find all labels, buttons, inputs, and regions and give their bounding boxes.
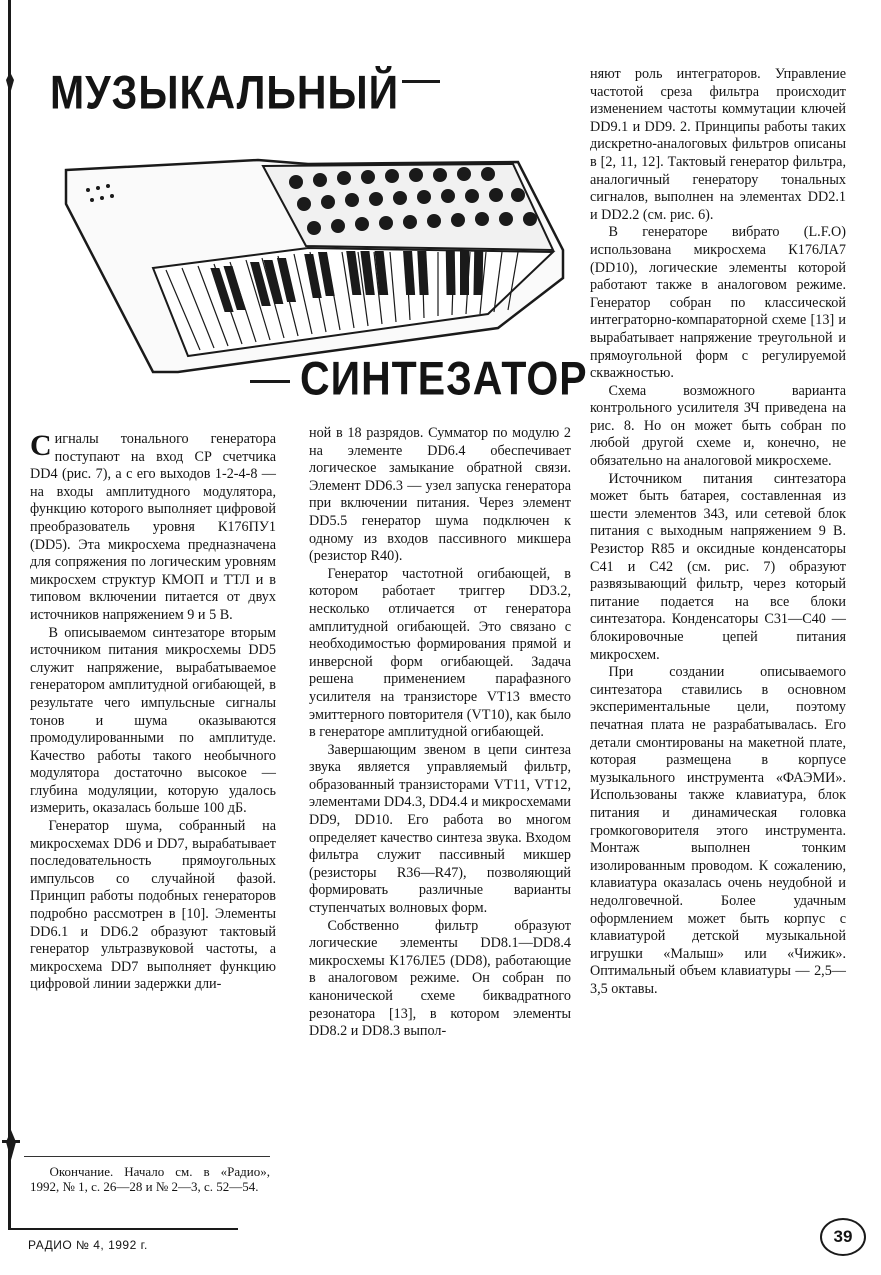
margin-ornament-icon	[0, 1128, 22, 1162]
article-title-first-word: МУЗЫКАЛЬНЫЙ	[50, 66, 400, 119]
bottom-rule	[8, 1228, 238, 1230]
paragraph: Генератор шума, собранный на микросхемах DD6 и DD7, вырабатывает последовательность прямоугольных импульсов со случайной фазой. Принцип работы подобных генераторов подробно рассмотрен в [10]. Элементы DD6.1 и DD6.2 образуют тактовый генератор ультразвуковой частоты, а микросхема DD7 выполняет функцию цифровой линии задержки дли-	[30, 818, 276, 993]
text-column-2	[309, 425, 571, 1041]
title-dash	[402, 80, 440, 83]
paragraph: Завершающим звеном в цепи синтеза звука является управляемый фильтр, образованный транзисторами VT11, VT12, элементами DD4.3, DD4.4 и микросхемами DD9, DD10. Его работа во многом определяет качество синтеза звука. Входом фильтра служит пассивный микшер (резисторы R36—R47), позволяющий формировать различные варианты ступенчатых волновых форм.	[309, 741, 571, 917]
paragraph: Собственно фильтр образуют логические элементы DD8.1—DD8.4 микросхемы К176ЛЕ5 (DD8), работающие в аналоговом режиме. Он собран по канонической схеме биквадратного резонатора [13], в котором элементы DD8.2 и DD8.3 выпол-	[309, 917, 571, 1040]
paragraph: При создании описываемого синтезатора ставились в основном экспериментальные цели, поэтому печатная плата не разрабатывалась. Его детали смонтированы на макетной плате, которая размещена в корпусе музыкального инструмента «ФАЭМИ». Использованы также клавиатура, блок питания и динамическая головка громкоговорителя этого инструмента. Монтаж выполнен тонким изолированным проводом. К сожалению, клавиатура оказалась очень неудобной и недолговечной. Более удачным оформлением может быть корпус с клавиатурой детской музыкальной игрушки «Малыш» или «Чижик». Оптимальный объем клавиатуры — 2,5—3,5 октавы.	[590, 664, 846, 997]
text-column-1	[30, 431, 276, 994]
synthesizer-keyboard-illustration	[58, 150, 570, 375]
left-margin-rule	[8, 0, 11, 1230]
paragraph: В генераторе вибрато (L.F.O) использована микросхема К176ЛА7 (DD10), логические элементы которой работают также в аналоговом режиме. Генератор собран по классической интегратoрно-компараторной схеме [13] и вырабатывает напряжение треугольной и прямоугольной форм с регулируемой скважностью.	[590, 224, 846, 382]
paragraph: Схема возможного варианта контрольного усилителя ЗЧ приведена на рис. 8. Но он может быть собран по любой другой схеме и, конечно, не обязательно на аналоговой микросхеме.	[590, 382, 846, 470]
paragraph: ной в 18 разрядов. Сумматор по модулю 2 на элементе DD6.4 обеспечивает логическое замыкание обратной связи. Элемент DD6.3 — узел запуска генератора при включении питания. Через элемент DD5.5 генератор шума подключен к одному из входов пассивного микшера (резистор R40).	[309, 425, 571, 565]
drop-cap: С	[30, 429, 52, 462]
running-footer: РАДИО № 4, 1992 г.	[28, 1238, 148, 1252]
footnote: Окончание. Начало см. в «Радио», 1992, № 1, с. 26—28 и № 2—3, с. 52—54.	[30, 1164, 270, 1194]
paragraph: няют роль интеграторов. Управление частотой среза фильтра происходит изменением частоты коммутации ключей DD9.1 и DD9. 2. Принципы работы таких дискретно-аналоговых фильтров описаны в [2, 11, 12]. Тактовый генератор фильтра, аналогичный генератору тональных сигналов, выполнен на элементах DD2.1 и DD2.2 (см. рис. 6).	[590, 66, 846, 223]
margin-ornament-icon	[0, 70, 20, 96]
text-column-3	[590, 66, 846, 998]
article-title-second-word: СИНТЕЗАТОР	[300, 352, 588, 405]
paragraph: Источником питания синтезатора может быть батарея, составленная из шести элементов 343, или сетевой блок питания с выходным напряжением 9 В. Резистор R85 и оксидные конденсаторы C41 и C42 (см. рис. 7) образуют развязывающий фильтр, через который питание подается на все блоки синтезатора. Конденсаторы C31—C40 — блокировочные цепей питания микросхем.	[590, 470, 846, 663]
paragraph: Сигналы тонального генератора поступают на вход CP счетчика DD4 (рис. 7), а с его выходов 1-2-4-8 — на входы амплитудного модулятора, функцию которого выполняет цифровой преобразователь уровня К176ПУ1 (DD5). Эта микросхема предназначена для сопряжения по логическим уровням микросхем структур КМОП и ТТЛ и в типовом включении питается от двух источников напряжением 9 и 5 В.	[30, 429, 276, 623]
footnote-rule	[24, 1156, 270, 1157]
page-number: 39	[820, 1218, 866, 1256]
paragraph: В описываемом синтезаторе вторым источником питания микросхемы DD5 служит напряжение, вырабатываемое генератором амплитудной огибающей, в результате чего импульсные сигналы тонов и шума оказываются промодулированными по амплитуде. Качество работы такого необычного модулятора достаточно высокое — глубина модуляции, которую удалось измерить, оказалась больше 100 дБ.	[30, 624, 276, 817]
title-dash	[250, 380, 290, 383]
paragraph: Генератор частотной огибающей, в котором работает триггер DD3.2, несколько отличается от генератора амплитудной огибающей. Это связано с необходимостью формирования прямой и инверсной форм огибающей. Задача решена применением парафазного усилителя на транзисторе VT13 вместо эмиттерного повторителя (VT10), как было в генераторе амплитудной огибающей.	[309, 565, 571, 741]
